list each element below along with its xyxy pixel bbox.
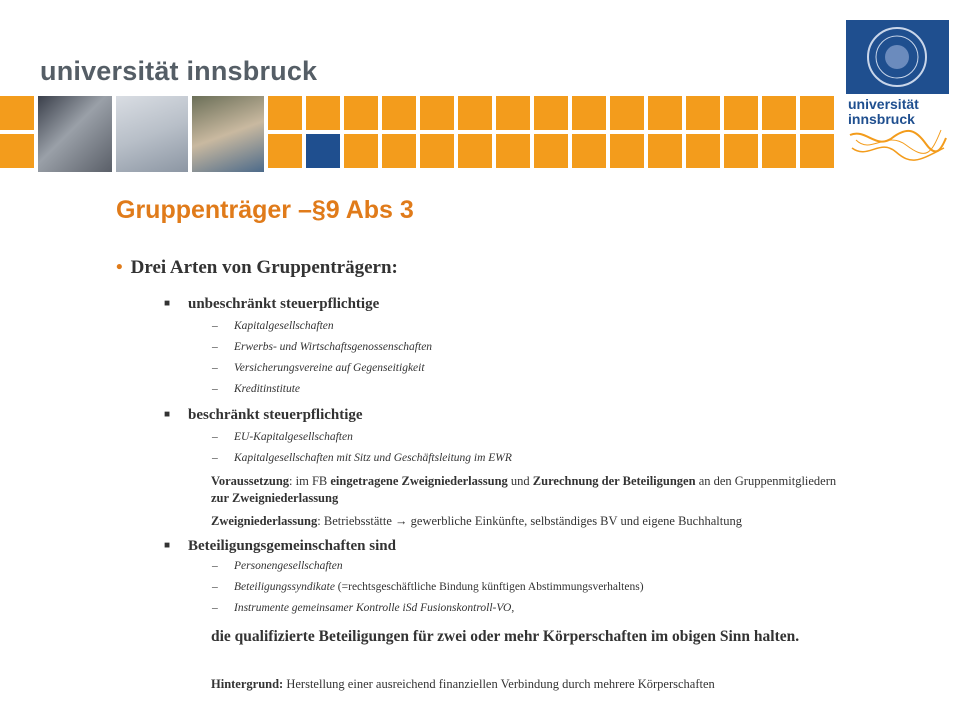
arrow-right-icon: → xyxy=(395,514,408,528)
zweigniederlassung-note: Zweigniederlassung: Betriebsstätte → gewerbliche Einkünfte, selbständiges BV und eigene Buchhaltung xyxy=(211,514,742,528)
list-item: – Kapitalgesellschaften xyxy=(212,320,334,332)
slide-title: Gruppenträger –§9 Abs 3 xyxy=(116,196,414,224)
square-bullet-icon: ■ xyxy=(164,540,171,551)
students-photo xyxy=(192,96,264,172)
square-bullet-icon: ■ xyxy=(164,298,171,309)
list-item: – Personengesellschaften xyxy=(212,560,343,572)
group2-heading: ■ beschränkt steuerpflichtige xyxy=(164,407,363,423)
header-tile-strip xyxy=(0,96,840,172)
hintergrund-note: Hintergrund: Herstellung einer ausreichend finanziellen Verbindung durch mehrere Körperschaften xyxy=(211,677,715,691)
svg-text:innsbruck: innsbruck xyxy=(848,111,915,127)
list-item: – Erwerbs- und Wirtschaftsgenossenschaften xyxy=(212,341,433,353)
list-item: – Kapitalgesellschaften mit Sitz und Geschäftsleitung im EWR xyxy=(212,452,512,464)
conclusion-text: die qualifizierte Beteiligungen für zwei oder mehr Körperschaften im obigen Sinn halten. xyxy=(211,628,800,645)
list-item: – EU-Kapitalgesellschaften xyxy=(212,431,353,443)
svg-text:universität: universität xyxy=(848,96,919,112)
list-item: – Kreditinstitute xyxy=(212,383,301,395)
brand-wordmark: universität innsbruck xyxy=(40,56,318,86)
square-bullet-icon: ■ xyxy=(164,409,171,420)
bullet-dot-icon: • xyxy=(116,257,123,278)
list-item: – Versicherungsvereine auf Gegenseitigkeit xyxy=(212,362,425,374)
main-bullet: • Drei Arten von Gruppenträgern: xyxy=(116,257,398,278)
university-logo xyxy=(846,20,949,165)
scientist-photo xyxy=(116,96,188,172)
building-photo xyxy=(38,96,112,172)
list-item: – Beteiligungssyndikate (=rechtsgeschäftliche Bindung künftigen Abstimmungsverhaltens) xyxy=(212,581,644,593)
group1-heading: ■ unbeschränkt steuerpflichtige xyxy=(164,296,380,312)
group3-heading: ■ Beteiligungsgemeinschaften sind xyxy=(164,538,396,554)
voraussetzung-note: Voraussetzung: im FB eingetragene Zweigniederlassung und Zurechnung der Beteiligungen an den Gruppenmitgliedern zur Zweigniederlassung xyxy=(211,474,837,505)
list-item: – Instrumente gemeinsamer Kontrolle iSd Fusionskontroll-VO, xyxy=(212,602,515,614)
